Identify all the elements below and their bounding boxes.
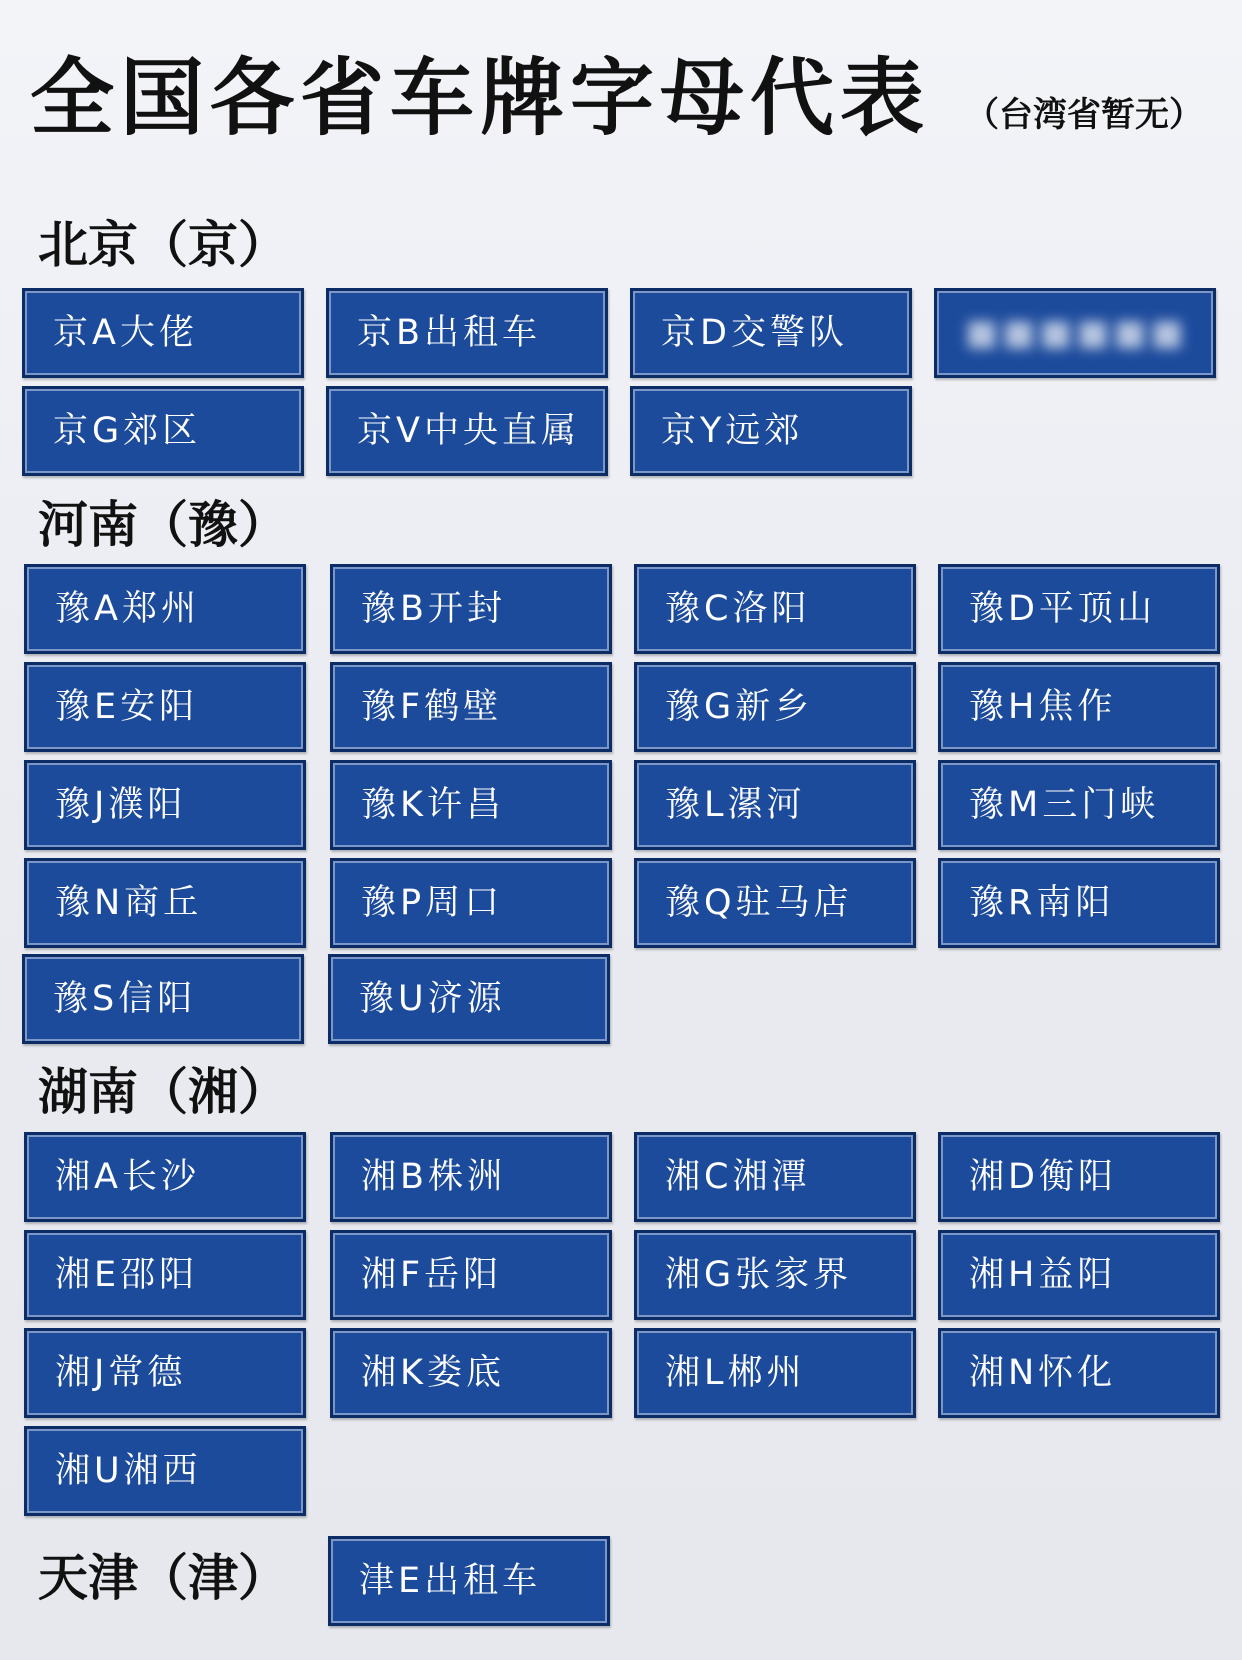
section-title-tianjin: 天津（津） (38, 1549, 288, 1607)
plate-henan-p: 豫P周口 (330, 858, 612, 948)
plate-beijing-d: 京D交警队 (630, 288, 912, 378)
plate-hunan-d: 湘D衡阳 (938, 1132, 1220, 1222)
plate-beijing-blurred: ■■■■■■ (934, 288, 1216, 378)
plate-henan-a: 豫A郑州 (24, 564, 306, 654)
plate-henan-e: 豫E安阳 (24, 662, 306, 752)
plate-henan-g: 豫G新乡 (634, 662, 916, 752)
plate-henan-f: 豫F鹤壁 (330, 662, 612, 752)
plate-henan-d: 豫D平顶山 (938, 564, 1220, 654)
page-title-note: （台湾省暂无） (965, 95, 1203, 135)
plate-hunan-l: 湘L郴州 (634, 1328, 916, 1418)
plate-tianjin-e: 津E出租车 (328, 1536, 610, 1626)
plate-henan-q: 豫Q驻马店 (634, 858, 916, 948)
plate-henan-c: 豫C洛阳 (634, 564, 916, 654)
plate-henan-l: 豫L漯河 (634, 760, 916, 850)
plate-hunan-c: 湘C湘潭 (634, 1132, 916, 1222)
plate-beijing-v: 京V中央直属 (326, 386, 608, 476)
plate-hunan-f: 湘F岳阳 (330, 1230, 612, 1320)
plate-beijing-g: 京G郊区 (22, 386, 304, 476)
plate-hunan-h: 湘H益阳 (938, 1230, 1220, 1320)
plate-hunan-n: 湘N怀化 (938, 1328, 1220, 1418)
plate-henan-j: 豫J濮阳 (24, 760, 306, 850)
plate-henan-r: 豫R南阳 (938, 858, 1220, 948)
page-title: 全国各省车牌字母代表 (30, 49, 931, 147)
plate-henan-m: 豫M三门峡 (938, 760, 1220, 850)
plate-henan-k: 豫K许昌 (330, 760, 612, 850)
plate-hunan-a: 湘A长沙 (24, 1132, 306, 1222)
plate-hunan-g: 湘G张家界 (634, 1230, 916, 1320)
plate-henan-b: 豫B开封 (330, 564, 612, 654)
plate-hunan-j: 湘J常德 (24, 1328, 306, 1418)
plate-henan-h: 豫H焦作 (938, 662, 1220, 752)
section-title-beijing: 北京（京） (38, 216, 288, 274)
plate-beijing-b: 京B出租车 (326, 288, 608, 378)
plate-hunan-k: 湘K娄底 (330, 1328, 612, 1418)
plate-hunan-u: 湘U湘西 (24, 1426, 306, 1516)
plate-hunan-e: 湘E邵阳 (24, 1230, 306, 1320)
plate-henan-n: 豫N商丘 (24, 858, 306, 948)
plate-henan-s: 豫S信阳 (22, 954, 304, 1044)
plate-beijing-a: 京A大佬 (22, 288, 304, 378)
section-title-hunan: 湖南（湘） (38, 1063, 288, 1121)
plate-hunan-b: 湘B株洲 (330, 1132, 612, 1222)
plate-beijing-y: 京Y远郊 (630, 386, 912, 476)
plate-henan-u: 豫U济源 (328, 954, 610, 1044)
section-title-henan: 河南（豫） (38, 496, 288, 554)
